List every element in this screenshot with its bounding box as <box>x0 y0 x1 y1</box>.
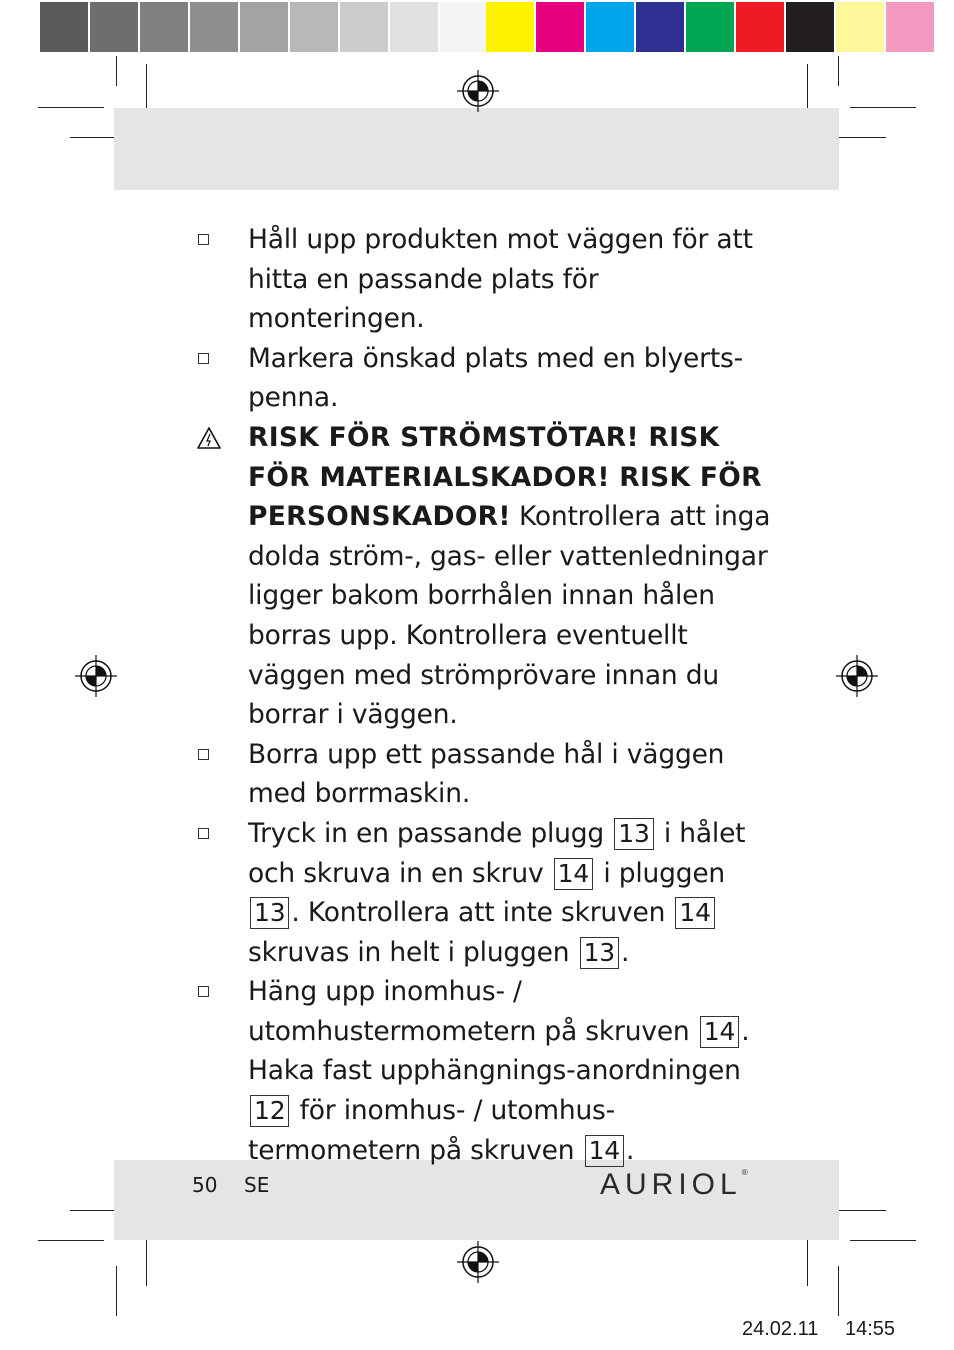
gray-swatch <box>190 2 240 52</box>
brand-name: AURIOL <box>600 1168 742 1201</box>
part-reference: 14 <box>554 858 593 890</box>
language-code: SE <box>244 1173 270 1197</box>
gray-swatch <box>440 2 490 52</box>
color-swatch <box>736 2 786 52</box>
color-calibration-bar <box>486 2 936 52</box>
registration-mark-icon <box>75 655 117 697</box>
registration-mark-icon <box>457 1241 499 1283</box>
part-reference: 13 <box>580 937 619 969</box>
color-swatch <box>886 2 936 52</box>
warning-item <box>196 418 776 735</box>
step-text: Markera önskad plats med en blyerts-penna. <box>248 342 743 414</box>
print-date: 24.02.11 <box>742 1318 819 1340</box>
step-text: i pluggen <box>603 857 726 889</box>
part-reference: 12 <box>250 1095 289 1127</box>
warning-text: Kontrollera att inga dolda ström-, gas- eller vattenledningar ligger bakom borrhålen innan hålen borras upp. Kontrollera eventuellt väggen med strömprövare innan du borrar i väggen. <box>248 501 771 731</box>
part-reference: 14 <box>675 897 714 929</box>
list-item <box>196 339 776 418</box>
color-swatch <box>636 2 686 52</box>
checkbox-bullet-icon <box>198 986 209 997</box>
step-text: Tryck in en passande plugg <box>248 817 604 849</box>
color-swatch <box>836 2 886 52</box>
crop-mark <box>38 1240 104 1241</box>
gray-swatch <box>40 2 90 52</box>
list-item <box>196 972 776 1170</box>
step-text: Borra upp ett passande hål i väggen med borrmaskin. <box>248 738 725 810</box>
gray-swatch <box>90 2 140 52</box>
registered-mark: ® <box>741 1168 748 1177</box>
print-time: 14:55 <box>845 1318 896 1340</box>
crop-mark <box>838 56 839 86</box>
checkbox-bullet-icon <box>198 353 209 364</box>
warning-heading: RISK FÖR STRÖMSTÖTAR! RISK FÖR MATERIALSKADOR! RISK FÖR PERSONSKADOR! <box>248 421 762 533</box>
step-text: Häng upp inomhus- / utomhustermometern på skruven <box>248 976 690 1047</box>
list-item <box>196 814 776 972</box>
list-item <box>196 735 776 814</box>
crop-mark <box>850 107 916 108</box>
step-text: för inomhus- / utomhus-termometern på skruven <box>248 1095 616 1166</box>
step-text: skruvas in helt i pluggen <box>248 936 570 968</box>
color-swatch <box>786 2 836 52</box>
checkbox-bullet-icon <box>198 828 209 839</box>
color-swatch <box>536 2 586 52</box>
crop-mark <box>38 107 104 108</box>
crop-mark <box>807 1234 808 1286</box>
step-text: . Haka fast upphängnings-anordningen <box>248 1015 750 1087</box>
crop-mark <box>116 56 117 86</box>
gray-swatch <box>140 2 190 52</box>
step-text: . <box>625 1134 635 1166</box>
list-item <box>196 220 776 339</box>
gray-swatch <box>290 2 340 52</box>
step-text: . <box>621 936 630 968</box>
color-swatch <box>686 2 736 52</box>
registration-mark-icon <box>836 655 878 697</box>
gray-swatch <box>240 2 290 52</box>
crop-mark <box>850 1240 916 1241</box>
crop-mark <box>146 1234 147 1286</box>
part-reference: 14 <box>700 1016 739 1048</box>
registration-mark-icon <box>457 70 499 112</box>
step-text: i hålet och skruva in en skruv <box>248 817 746 889</box>
checkbox-bullet-icon <box>198 749 209 760</box>
header-band <box>114 108 839 190</box>
gray-swatch <box>390 2 440 52</box>
step-text: . Kontrollera att inte skruven <box>291 897 666 929</box>
page-number: 50 <box>192 1173 218 1197</box>
step-text: Håll upp produkten mot väggen för att hitta en passande plats för monteringen. <box>248 224 753 335</box>
crop-mark <box>838 1266 839 1316</box>
part-reference: 14 <box>585 1135 624 1167</box>
grayscale-calibration-bar <box>40 2 490 52</box>
checkbox-bullet-icon <box>198 234 209 245</box>
color-swatch <box>486 2 536 52</box>
part-reference: 13 <box>614 818 653 850</box>
electric-warning-icon <box>196 426 222 450</box>
brand-logo <box>600 1168 748 1202</box>
crop-mark <box>116 1266 117 1316</box>
gray-swatch <box>340 2 390 52</box>
instruction-list <box>196 220 776 1170</box>
color-swatch <box>586 2 636 52</box>
part-reference: 13 <box>250 897 289 929</box>
